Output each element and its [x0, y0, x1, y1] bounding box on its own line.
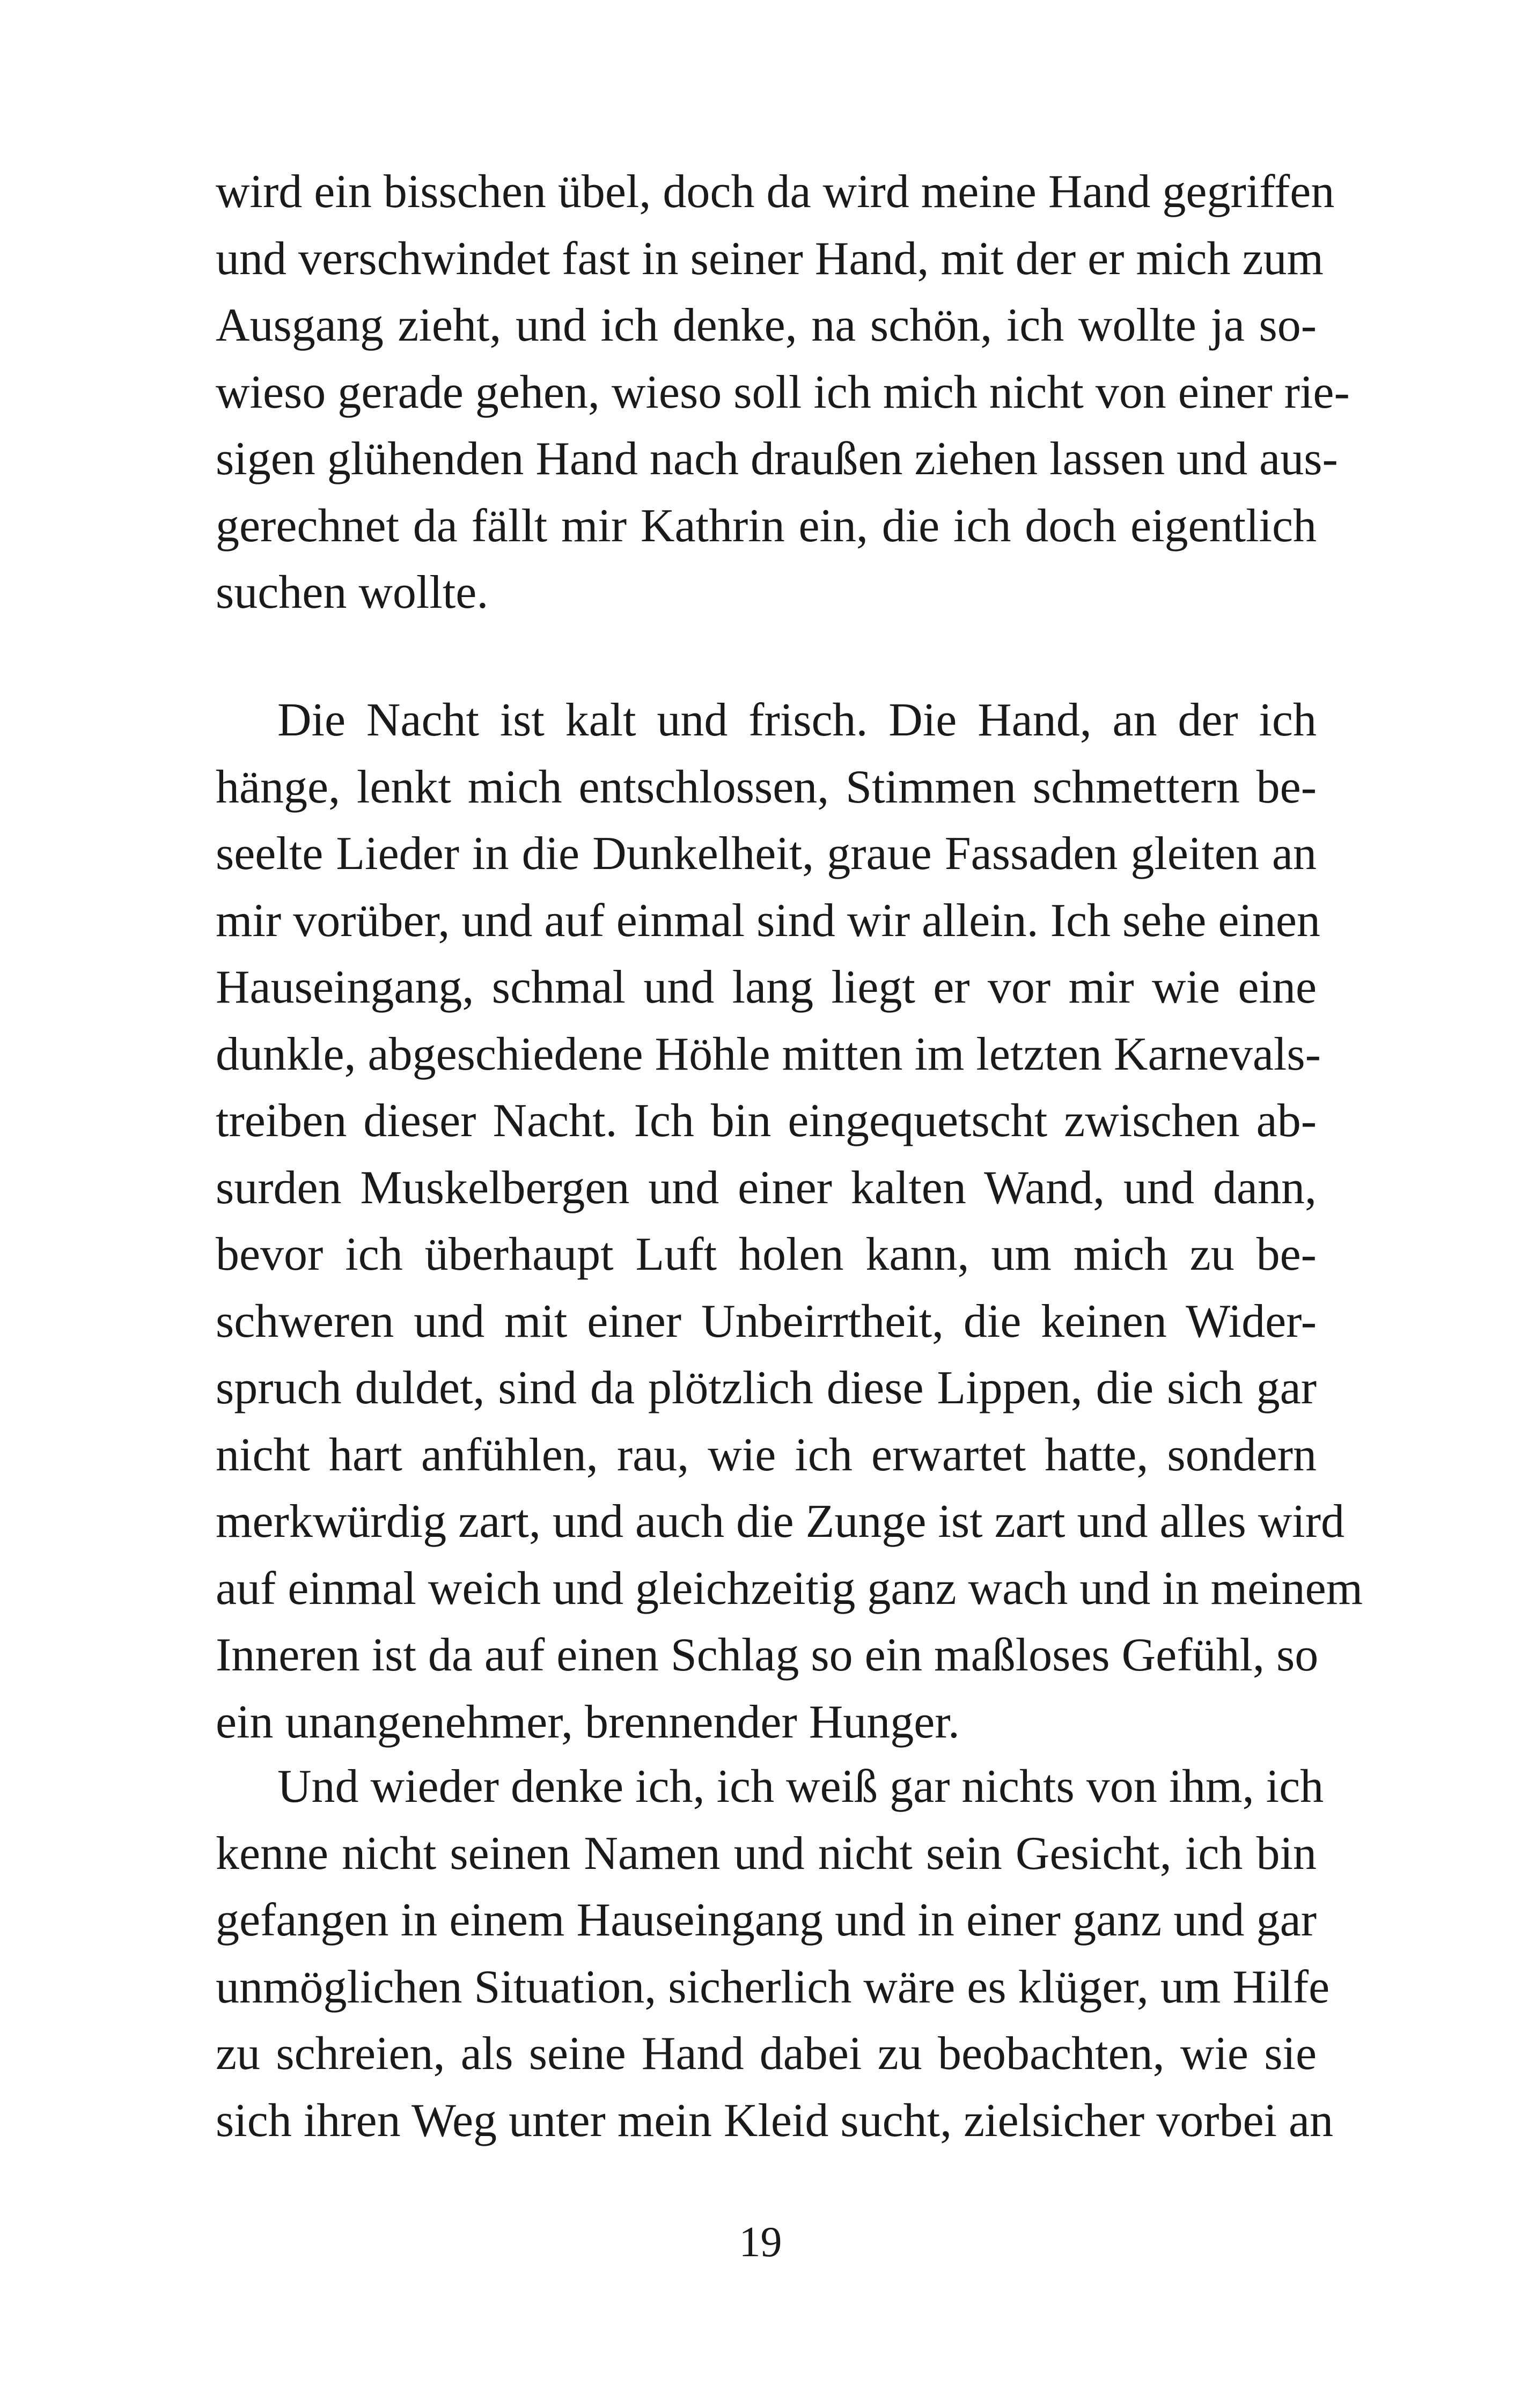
text-line: zu schreien, als seine Hand dabei zu beobachten, wie sie — [216, 2028, 1317, 2080]
page-number: 19 — [739, 2219, 782, 2266]
text-line: Hauseingang, schmal und lang liegt er vor mir wie eine — [216, 961, 1317, 1013]
text-line: surden Muskelbergen und einer kalten Wand, und dann, — [216, 1161, 1317, 1214]
text-line: mir vorüber, und auf einmal sind wir allein. Ich sehe einen — [216, 894, 1320, 947]
text-line: Die Nacht ist kalt und frisch. Die Hand, an der ich — [277, 694, 1317, 746]
text-line: Und wieder denke ich, ich weiß gar nichts von ihm, ich — [277, 1761, 1324, 1813]
text-line: sich ihren Weg unter mein Kleid sucht, zielsicher vorbei an — [216, 2094, 1334, 2147]
text-line: ein unangenehmer, brennender Hunger. — [216, 1696, 960, 1748]
text-line: und verschwindet fast in seiner Hand, mit der er mich zum — [216, 232, 1324, 285]
text-line: suchen wollte. — [216, 566, 489, 618]
text-line: auf einmal weich und gleichzeitig ganz wach und in meinem — [216, 1562, 1363, 1615]
paragraph-3 — [216, 1754, 1334, 2154]
text-line: spruch duldet, sind da plötzlich diese Lippen, die sich gar — [216, 1362, 1317, 1414]
text-line: Ausgang zieht, und ich denke, na schön, ich wollte ja so- — [216, 299, 1317, 351]
text-line: seelte Lieder in die Dunkelheit, graue Fassaden gleiten an — [216, 828, 1317, 880]
paragraph-2 — [216, 687, 1363, 1756]
text-line: unmöglichen Situation, sicherlich wäre es klüger, um Hilfe — [216, 1961, 1330, 2013]
text-line: bevor ich überhaupt Luft holen kann, um mich zu be- — [216, 1228, 1317, 1280]
text-line: wieso gerade gehen, wieso soll ich mich nicht von einer rie- — [216, 366, 1350, 418]
text-line: nicht hart anfühlen, rau, wie ich erwartet hatte, sondern — [216, 1428, 1317, 1481]
text-line: merkwürdig zart, und auch die Zunge ist zart und alles wird — [216, 1496, 1345, 1548]
text-line: sigen glühenden Hand nach draußen ziehen lassen und aus- — [216, 433, 1338, 485]
text-line: Inneren ist da auf einen Schlag so ein maßloses Gefühl, so — [216, 1629, 1319, 1681]
text-line: hänge, lenkt mich entschlossen, Stimmen schmettern be- — [216, 761, 1317, 813]
text-line: dunkle, abgeschiedene Höhle mitten im letzten Karnevals- — [216, 1028, 1321, 1080]
text-line: kenne nicht seinen Namen und nicht sein Gesicht, ich bin — [216, 1827, 1317, 1880]
text-line: treiben dieser Nacht. Ich bin eingequetscht zwischen ab- — [216, 1095, 1317, 1147]
text-line: gefangen in einem Hauseingang und in einer ganz und gar — [216, 1894, 1317, 1946]
paragraph-1 — [216, 159, 1350, 627]
text-line: gerechnet da fällt mir Kathrin ein, die ich doch eigentlich — [216, 499, 1317, 552]
text-line: schweren und mit einer Unbeirrtheit, die keinen Wider- — [216, 1295, 1317, 1347]
text-line: wird ein bisschen übel, doch da wird meine Hand gegriffen — [216, 166, 1335, 218]
